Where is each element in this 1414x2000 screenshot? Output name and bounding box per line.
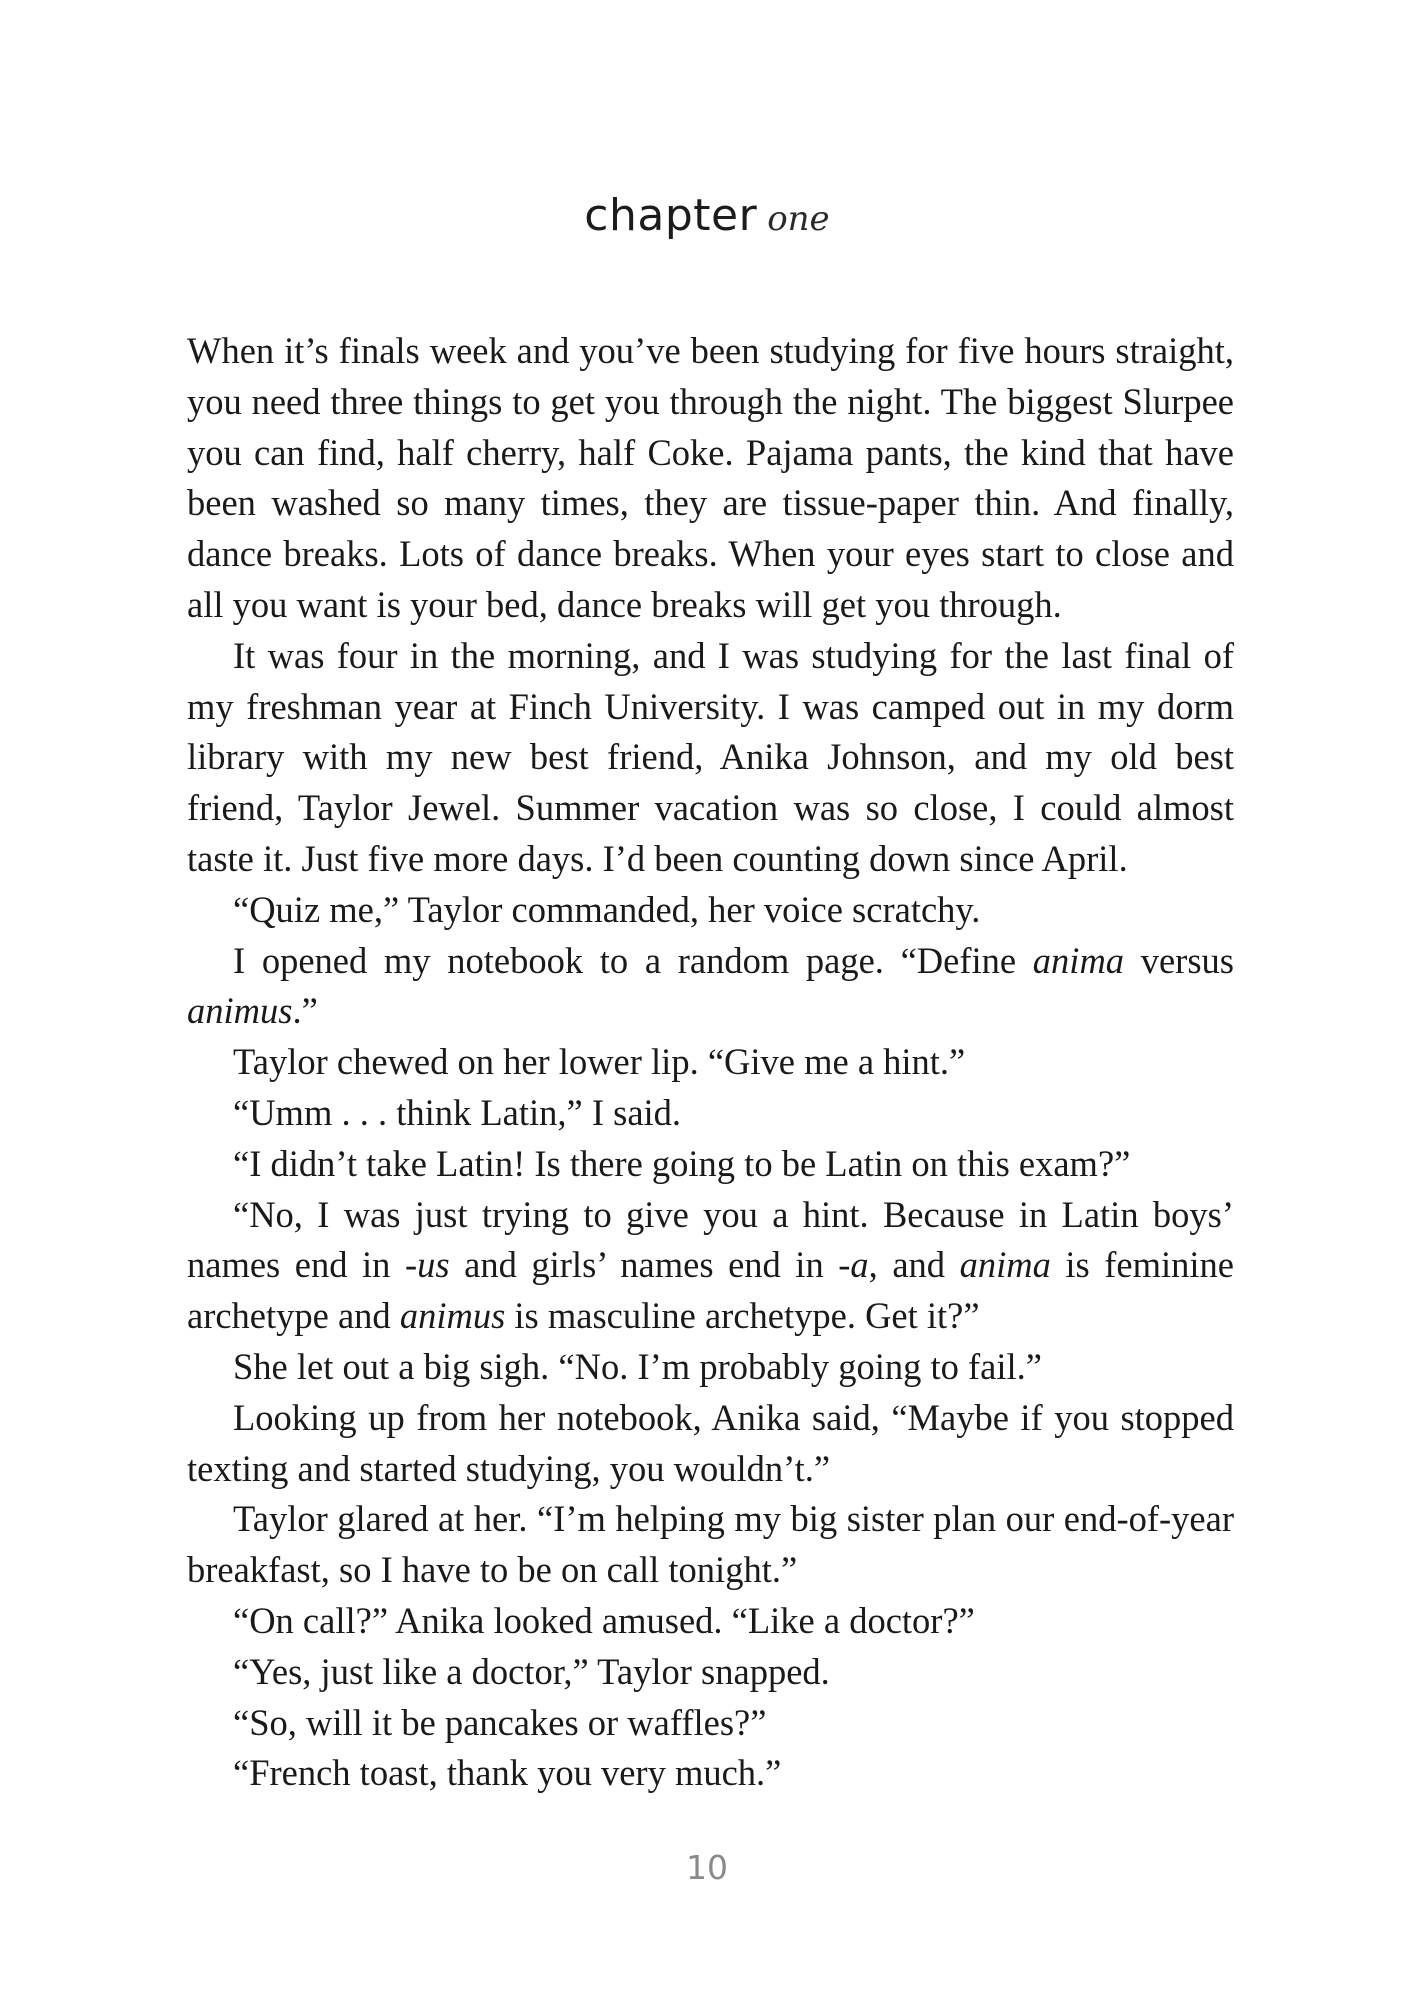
paragraph-text: and girls’ names end in bbox=[449, 1244, 839, 1286]
paragraph-text: is masculine archetype. Get it?” bbox=[505, 1295, 980, 1337]
page-number: 10 bbox=[686, 1848, 728, 1887]
paragraph bbox=[187, 1393, 1234, 1495]
paragraph-text: Taylor chewed on her lower lip. “Give me a hint.” bbox=[233, 1041, 966, 1083]
paragraph bbox=[187, 631, 1234, 885]
italic-term: -a bbox=[838, 1244, 869, 1286]
paragraph-text: “Quiz me,” Taylor commanded, her voice scratchy. bbox=[233, 888, 981, 930]
paragraph-text: is feminine archetype and bbox=[187, 1244, 1234, 1337]
paragraph bbox=[187, 1190, 1234, 1342]
paragraph-text: “On call?” Anika looked amused. “Like a doctor?” bbox=[233, 1599, 975, 1641]
paragraph-text: versus bbox=[1124, 939, 1234, 981]
italic-term: animus bbox=[399, 1295, 506, 1337]
paragraph-text: “Umm . . . think Latin,” I said. bbox=[233, 1091, 682, 1133]
paragraph-text: .” bbox=[292, 990, 318, 1032]
paragraph bbox=[187, 1342, 1234, 1393]
paragraph bbox=[187, 1088, 1234, 1139]
italic-term: anima bbox=[1032, 939, 1125, 981]
paragraph bbox=[187, 326, 1234, 631]
paragraph bbox=[187, 1647, 1234, 1698]
chapter-heading bbox=[0, 190, 1414, 241]
paragraph-text: Taylor glared at her. “I’m helping my big sister plan our end-of-year breakfast, so I have to be on call tonight.” bbox=[187, 1498, 1234, 1591]
paragraph-text: , and bbox=[868, 1244, 960, 1286]
paragraph bbox=[187, 1596, 1234, 1647]
paragraph bbox=[187, 1698, 1234, 1749]
chapter-body-text bbox=[187, 326, 1234, 1799]
italic-term: anima bbox=[959, 1244, 1051, 1286]
paragraph-text: I opened my notebook to a random page. “Define bbox=[233, 939, 1033, 981]
paragraph-text: When it’s finals week and you’ve been studying for five hours straight, you need three things to get you through the night. The biggest Slurpee you can find, half cherry, half Coke. Pajama pants, the kind that have been washed so many times, they are tissue-paper thin. And finally, dance breaks. Lots of dance breaks. When your eyes start to close and all you want is your bed, dance breaks will get you through. bbox=[187, 330, 1234, 625]
paragraph-text: “French toast, thank you very much.” bbox=[233, 1752, 782, 1794]
paragraph-text: It was four in the morning, and I was studying for the last final of my freshman year at Finch University. I was camped out in my dorm library with my new best friend, Anika Johnson, and my old best friend, Taylor Jewel. Summer vacation was so close, I could almost taste it. Just five more days. I’d been counting down since April. bbox=[187, 634, 1234, 879]
paragraph bbox=[187, 1139, 1234, 1190]
italic-term: animus bbox=[187, 990, 293, 1032]
paragraph-text: She let out a big sigh. “No. I’m probably going to fail.” bbox=[233, 1345, 1042, 1387]
italic-term: -us bbox=[404, 1244, 450, 1286]
paragraph bbox=[187, 1037, 1234, 1088]
chapter-number: one bbox=[767, 199, 830, 239]
paragraph-text: “No, I was just trying to give you a hint. Because in Latin boys’ names end in bbox=[187, 1193, 1234, 1286]
chapter-label: chapter bbox=[584, 190, 758, 241]
paragraph-text: Looking up from her notebook, Anika said, “Maybe if you stopped texting and started studying, you wouldn’t.” bbox=[187, 1396, 1234, 1489]
paragraph bbox=[187, 885, 1234, 936]
paragraph-text: “So, will it be pancakes or waffles?” bbox=[233, 1701, 767, 1743]
paragraph bbox=[187, 1494, 1234, 1596]
paragraph-text: “I didn’t take Latin! Is there going to be Latin on this exam?” bbox=[233, 1142, 1131, 1184]
paragraph-text: “Yes, just like a doctor,” Taylor snapped. bbox=[233, 1650, 830, 1692]
paragraph bbox=[187, 1748, 1234, 1799]
paragraph bbox=[187, 936, 1234, 1038]
